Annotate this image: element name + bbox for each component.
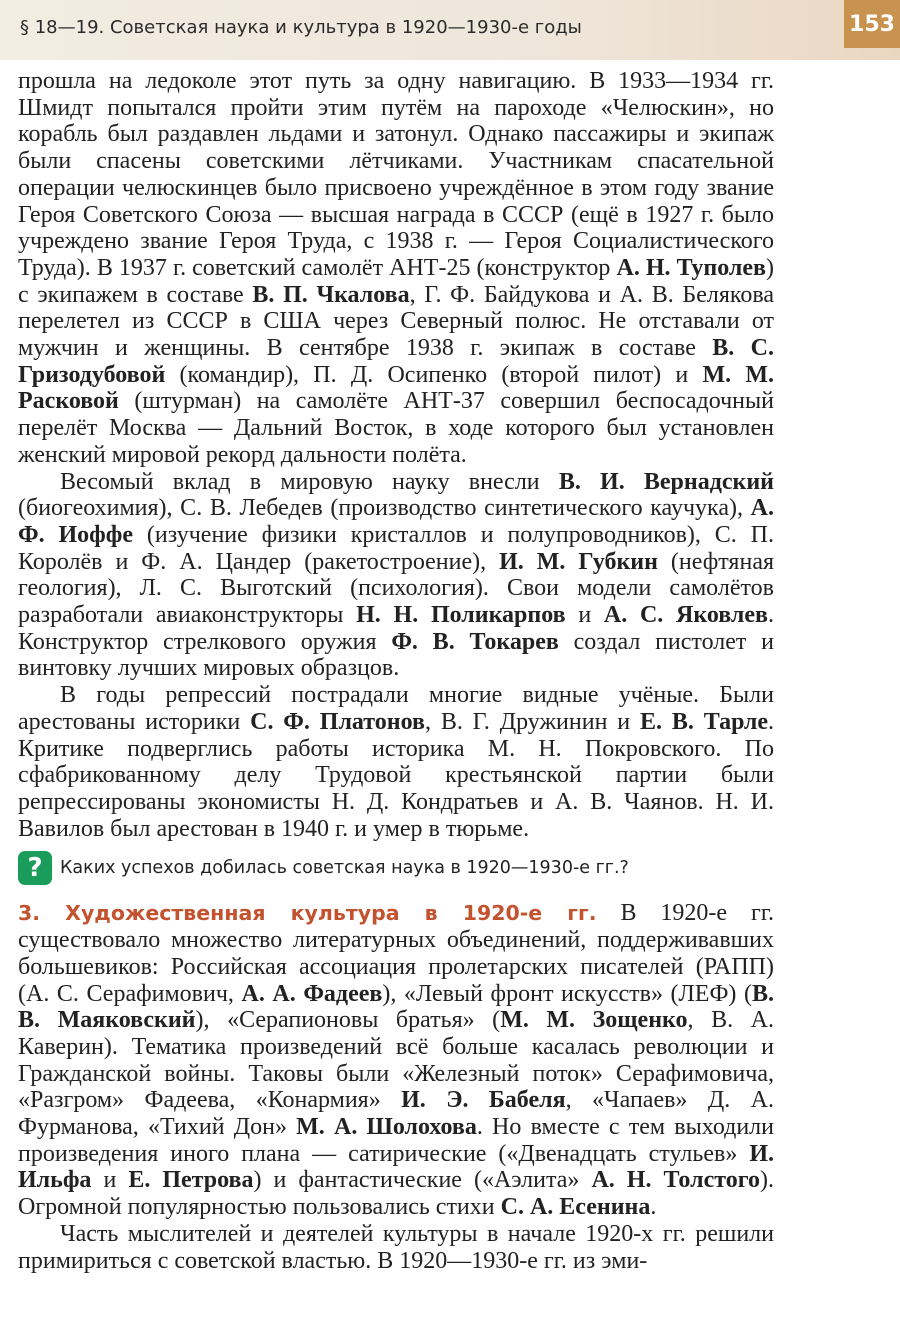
- text-run: ). Огромной популярностью пользовались стихи: [18, 1167, 775, 1221]
- paragraph-expeditions: [18, 68, 774, 469]
- person-name: С. А. Есенина: [500, 1194, 651, 1221]
- person-name: В. И. Вернадский: [558, 468, 774, 495]
- person-name: И. Ильфа: [18, 1140, 774, 1194]
- text-run: . Критике подверглись работы историка М. Н. Покровского. По сфабрикованному делу Трудовой крестьянской партии были репрессированы экономисты Н. Д. Кондратьев и А. В. Чаянов. Н. И. Вавилов был арестован в 1940 г. и умер в тюрьме.: [18, 708, 774, 842]
- text-run: Часть мыслителей и деятелей культуры в начале 1920-х гг. решили примириться с советской властью. В 1920—1930-е гг. из эми-: [18, 1220, 774, 1274]
- question-mark-icon: ?: [18, 851, 52, 885]
- text-run: , В. Г. Дружинин и: [424, 708, 640, 735]
- person-name: С. Ф. Платонов: [250, 708, 425, 735]
- chapter-title: § 18—19. Советская наука и культура в 1920—1930-е годы: [20, 17, 582, 38]
- person-name: М. М. Зощенко: [500, 1007, 688, 1034]
- person-name: Н. Н. Поликарпов: [356, 602, 566, 629]
- text-run: . Но вместе с тем выходили произведения иного плана — сатирические («Двенадцать стульев»: [18, 1114, 774, 1167]
- text-run: (нефтяная геология), Л. С. Выготский (психология). Свои модели самолётов разработали авиаконструкторы: [18, 548, 775, 629]
- person-name: А. Н. Толстого: [591, 1167, 761, 1194]
- text-run: (штурман) на самолёте АНТ-37 совершил беспосадочный перелёт Москва — Дальний Восток, в ходе которого был установлен женский мировой рекорд дальности полёта.: [18, 388, 774, 468]
- text-run: ), «Левый фронт искусств» (ЛЕФ) (: [382, 980, 752, 1007]
- person-name: Е. В. Тарле: [639, 708, 768, 735]
- text-run: (биогеохимия), С. В. Лебедев (производство синтетического каучука),: [18, 495, 751, 522]
- section-3-paragraph: [18, 900, 774, 1220]
- text-run: В 1920-е гг. существовало множество литературных объединений, поддерживавших большевиков: Российская ассоциация пролетарских писателей (РАПП) (А. С. Серафимович,: [18, 900, 774, 1007]
- section-3-heading: 3. Художественная культура в 1920-е гг.: [18, 901, 597, 926]
- person-name: В. В. Маяковский: [18, 980, 775, 1034]
- text-run: ), «Серапионовы братья» (: [195, 1007, 501, 1034]
- text-run: ) с экипажем в составе: [18, 254, 775, 308]
- person-name: В. С. Гризодубовой: [18, 335, 774, 388]
- section-3-body: [18, 900, 774, 1220]
- text-run: , Г. Ф. Байдукова и А. В. Белякова перелетел из СССР в США через Северный полюс. Не отставали от мужчин и женщины. В сентябре 1938 г. экипаж в составе: [18, 281, 774, 362]
- review-question: [18, 850, 774, 886]
- text-run: , В. А. Каверин). Тематика произведений всё больше касалась революции и Гражданской войны. Таковы были «Железный поток» Серафимовича, «Разгром» Фадеева, «Конармия»: [18, 1007, 775, 1114]
- text-run: прошла на ледоколе этот путь за одну навигацию. В 1933—1934 гг. Шмидт попытался пройти этим путём на пароходе «Челюскин», но корабль был раздавлен льдами и затонул. Однако пассажиры и экипаж были спасены советскими лётчиками. Участникам спасательной операции челюскинцев было присвоено учреждённое в этом году звание Героя Советского Союза — высшая награда в СССР (ещё в 1927 г. было учреждено звание Героя Труда, с 1938 г. — Героя Социалистического Труда). В 1937 г. советский самолёт АНТ-25 (конструктор: [18, 68, 774, 281]
- text-run: , «Чапаев» Д. А. Фурманова, «Тихий Дон»: [18, 1087, 774, 1141]
- person-name: В. П. Чкалова: [252, 281, 410, 308]
- text-run: .: [650, 1194, 657, 1221]
- text-run: (изучение физики кристаллов и полупроводников), С. П. Королёв и Ф. А. Цандер (ракетостроение),: [18, 521, 774, 575]
- paragraph-repressions: [18, 682, 774, 842]
- person-name: А. С. Яковлев: [603, 602, 769, 629]
- page-content: [18, 68, 774, 1274]
- page-number: 153: [844, 0, 900, 48]
- text-run: и: [565, 602, 604, 629]
- person-name: И. М. Губкин: [499, 548, 658, 575]
- page-header: [0, 0, 900, 60]
- text-run: . Конструктор стрелкового оружия: [18, 602, 775, 655]
- question-text: Каких успехов добилась советская наука в 1920—1930-е гг.?: [60, 858, 629, 879]
- text-run: создал пистолет и винтовку лучших мировых образцов.: [18, 628, 774, 682]
- person-name: А. Н. Туполев: [616, 254, 767, 281]
- person-name: А. А. Фадеев: [241, 980, 383, 1007]
- person-name: М. М. Расковой: [18, 361, 774, 415]
- paragraph-science-contributions: [18, 469, 774, 683]
- text-run: ) и фантастические («Аэлита»: [253, 1167, 592, 1194]
- text-run: (командир), П. Д. Осипенко (второй пилот) и: [165, 361, 703, 388]
- person-name: И. Э. Бабеля: [401, 1087, 566, 1114]
- text-run: В годы репрессий пострадали многие видные учёные. Были арестованы историки: [18, 682, 774, 735]
- text-run: и: [91, 1167, 129, 1194]
- text-run: Весомый вклад в мировую науку внесли: [60, 468, 559, 495]
- person-name: А. Ф. Иоффе: [18, 495, 774, 548]
- paragraph-reconciliation: [18, 1221, 774, 1274]
- person-name: Ф. В. Токарев: [391, 628, 559, 655]
- person-name: М. А. Шолохова: [296, 1114, 477, 1141]
- person-name: Е. Петрова: [128, 1167, 254, 1194]
